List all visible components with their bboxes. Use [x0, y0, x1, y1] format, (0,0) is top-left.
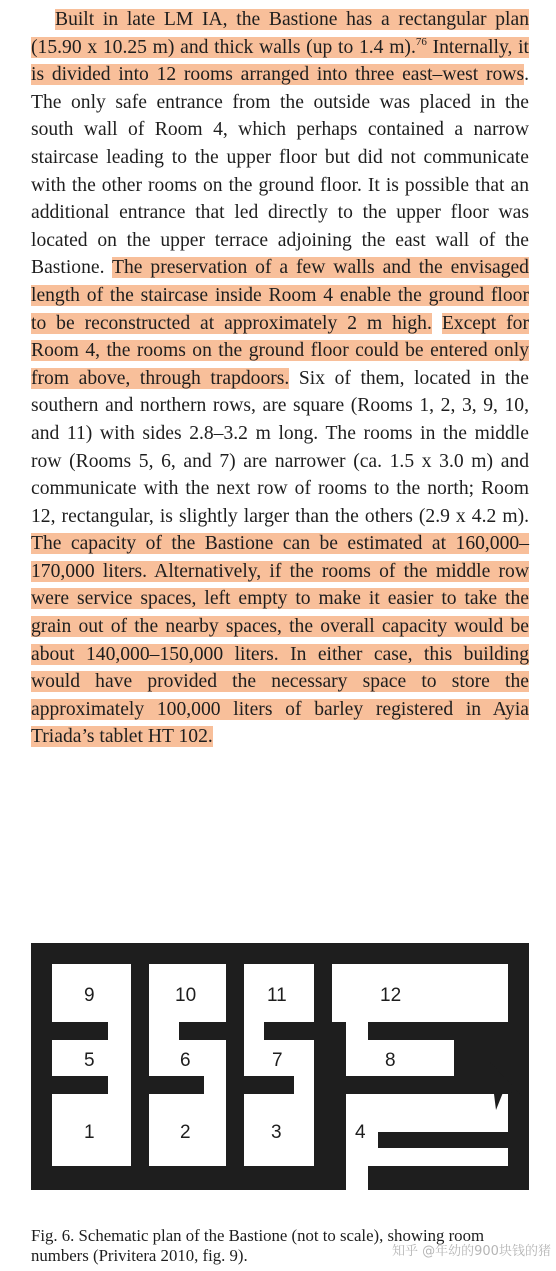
sentence-1: Built in late LM IA, the Bastione has a rectangular plan (15.90 x 10.25 m) and thick walls (up to 1.4 m). [31, 9, 529, 58]
room-label: 4 [355, 1122, 366, 1143]
highlight-3: Except for Room 4, the rooms on the ground floor could be entered only from above, through trapdoors. [31, 312, 529, 389]
room-label: 9 [84, 985, 95, 1006]
room-label: 10 [175, 985, 197, 1006]
sentence-7: Six of them, located in the southern and northern rows, are square (Rooms 1, 2, 3, 9, 10, and 11) with sides 2.8–3.2 m long. The rooms in the middle row (Rooms 5, 6, and 7) are narrower (ca. 1.5 x 3.0 m) and communicate with the next row of rooms to the north; Room 12, rectangular, is slightly larger than the others (2.9 x 4.2 m). [31, 367, 529, 527]
bastione-plan-figure [0, 938, 556, 1198]
room-label: 12 [380, 985, 402, 1006]
room-4-entrance [346, 1166, 368, 1190]
room-4-space [346, 1094, 508, 1166]
passage [244, 1022, 264, 1040]
room-label: 2 [180, 1122, 191, 1143]
room-label: 1 [84, 1122, 95, 1143]
body-text [31, 6, 529, 751]
room-label: 8 [385, 1050, 396, 1071]
highlight-2: The preservation of a few walls and the envisaged length of the staircase inside Room 4 enable the ground floor to be reconstructed at approximately 2 m high. [31, 257, 529, 334]
footnote-ref[interactable]: 76 [415, 35, 427, 48]
passage [204, 1076, 226, 1094]
room-8-space [346, 1040, 454, 1076]
room-label: 6 [180, 1050, 191, 1071]
sentence-5 [432, 313, 442, 334]
sentence-2: Internally, it is divided into 12 rooms arranged into three east–west rows [31, 36, 529, 86]
passage [108, 1076, 131, 1094]
room-label: 11 [267, 985, 287, 1006]
figure-caption: Fig. 6. Schematic plan of the Bastione (not to scale), showing room numbers (Privitera 2010, fig. 9). [31, 1226, 485, 1265]
highlight-4: The capacity of the Bastione can be estimated at 160,000–170,000 liters. Alternatively, if the rooms of the middle row were service spaces, left empty to make it easier to take the grain out of the nearby spaces, the overall capacity would be about 140,000–150,000 liters. In either case, this building would have provided the necessary space to store the approximately 100,000 liters of barley registered in Ayia Triada’s tablet HT 102. [31, 533, 529, 748]
passage [108, 1022, 131, 1040]
sentence-3: . The only safe entrance from the outside was placed in the south wall of Room 4, which perhaps contained a narrow staircase leading to the upper floor but did not communicate with the other rooms on the ground floor. It is possible that an additional entrance that led directly to the upper floor was located on the upper terrace adjoining the east wall of the Bastione. [31, 64, 529, 279]
room-label: 7 [272, 1050, 283, 1071]
watermark: 知乎 @年幼的900块钱的猪 [392, 1244, 551, 1259]
staircase-wall [378, 1132, 508, 1148]
passage [346, 1022, 368, 1040]
passage [149, 1022, 179, 1040]
room-12-space [332, 964, 508, 1022]
highlight-1 [31, 9, 529, 85]
room-label: 3 [271, 1122, 282, 1143]
passage [294, 1076, 314, 1094]
paragraph [31, 6, 529, 751]
room-label: 5 [84, 1050, 95, 1071]
